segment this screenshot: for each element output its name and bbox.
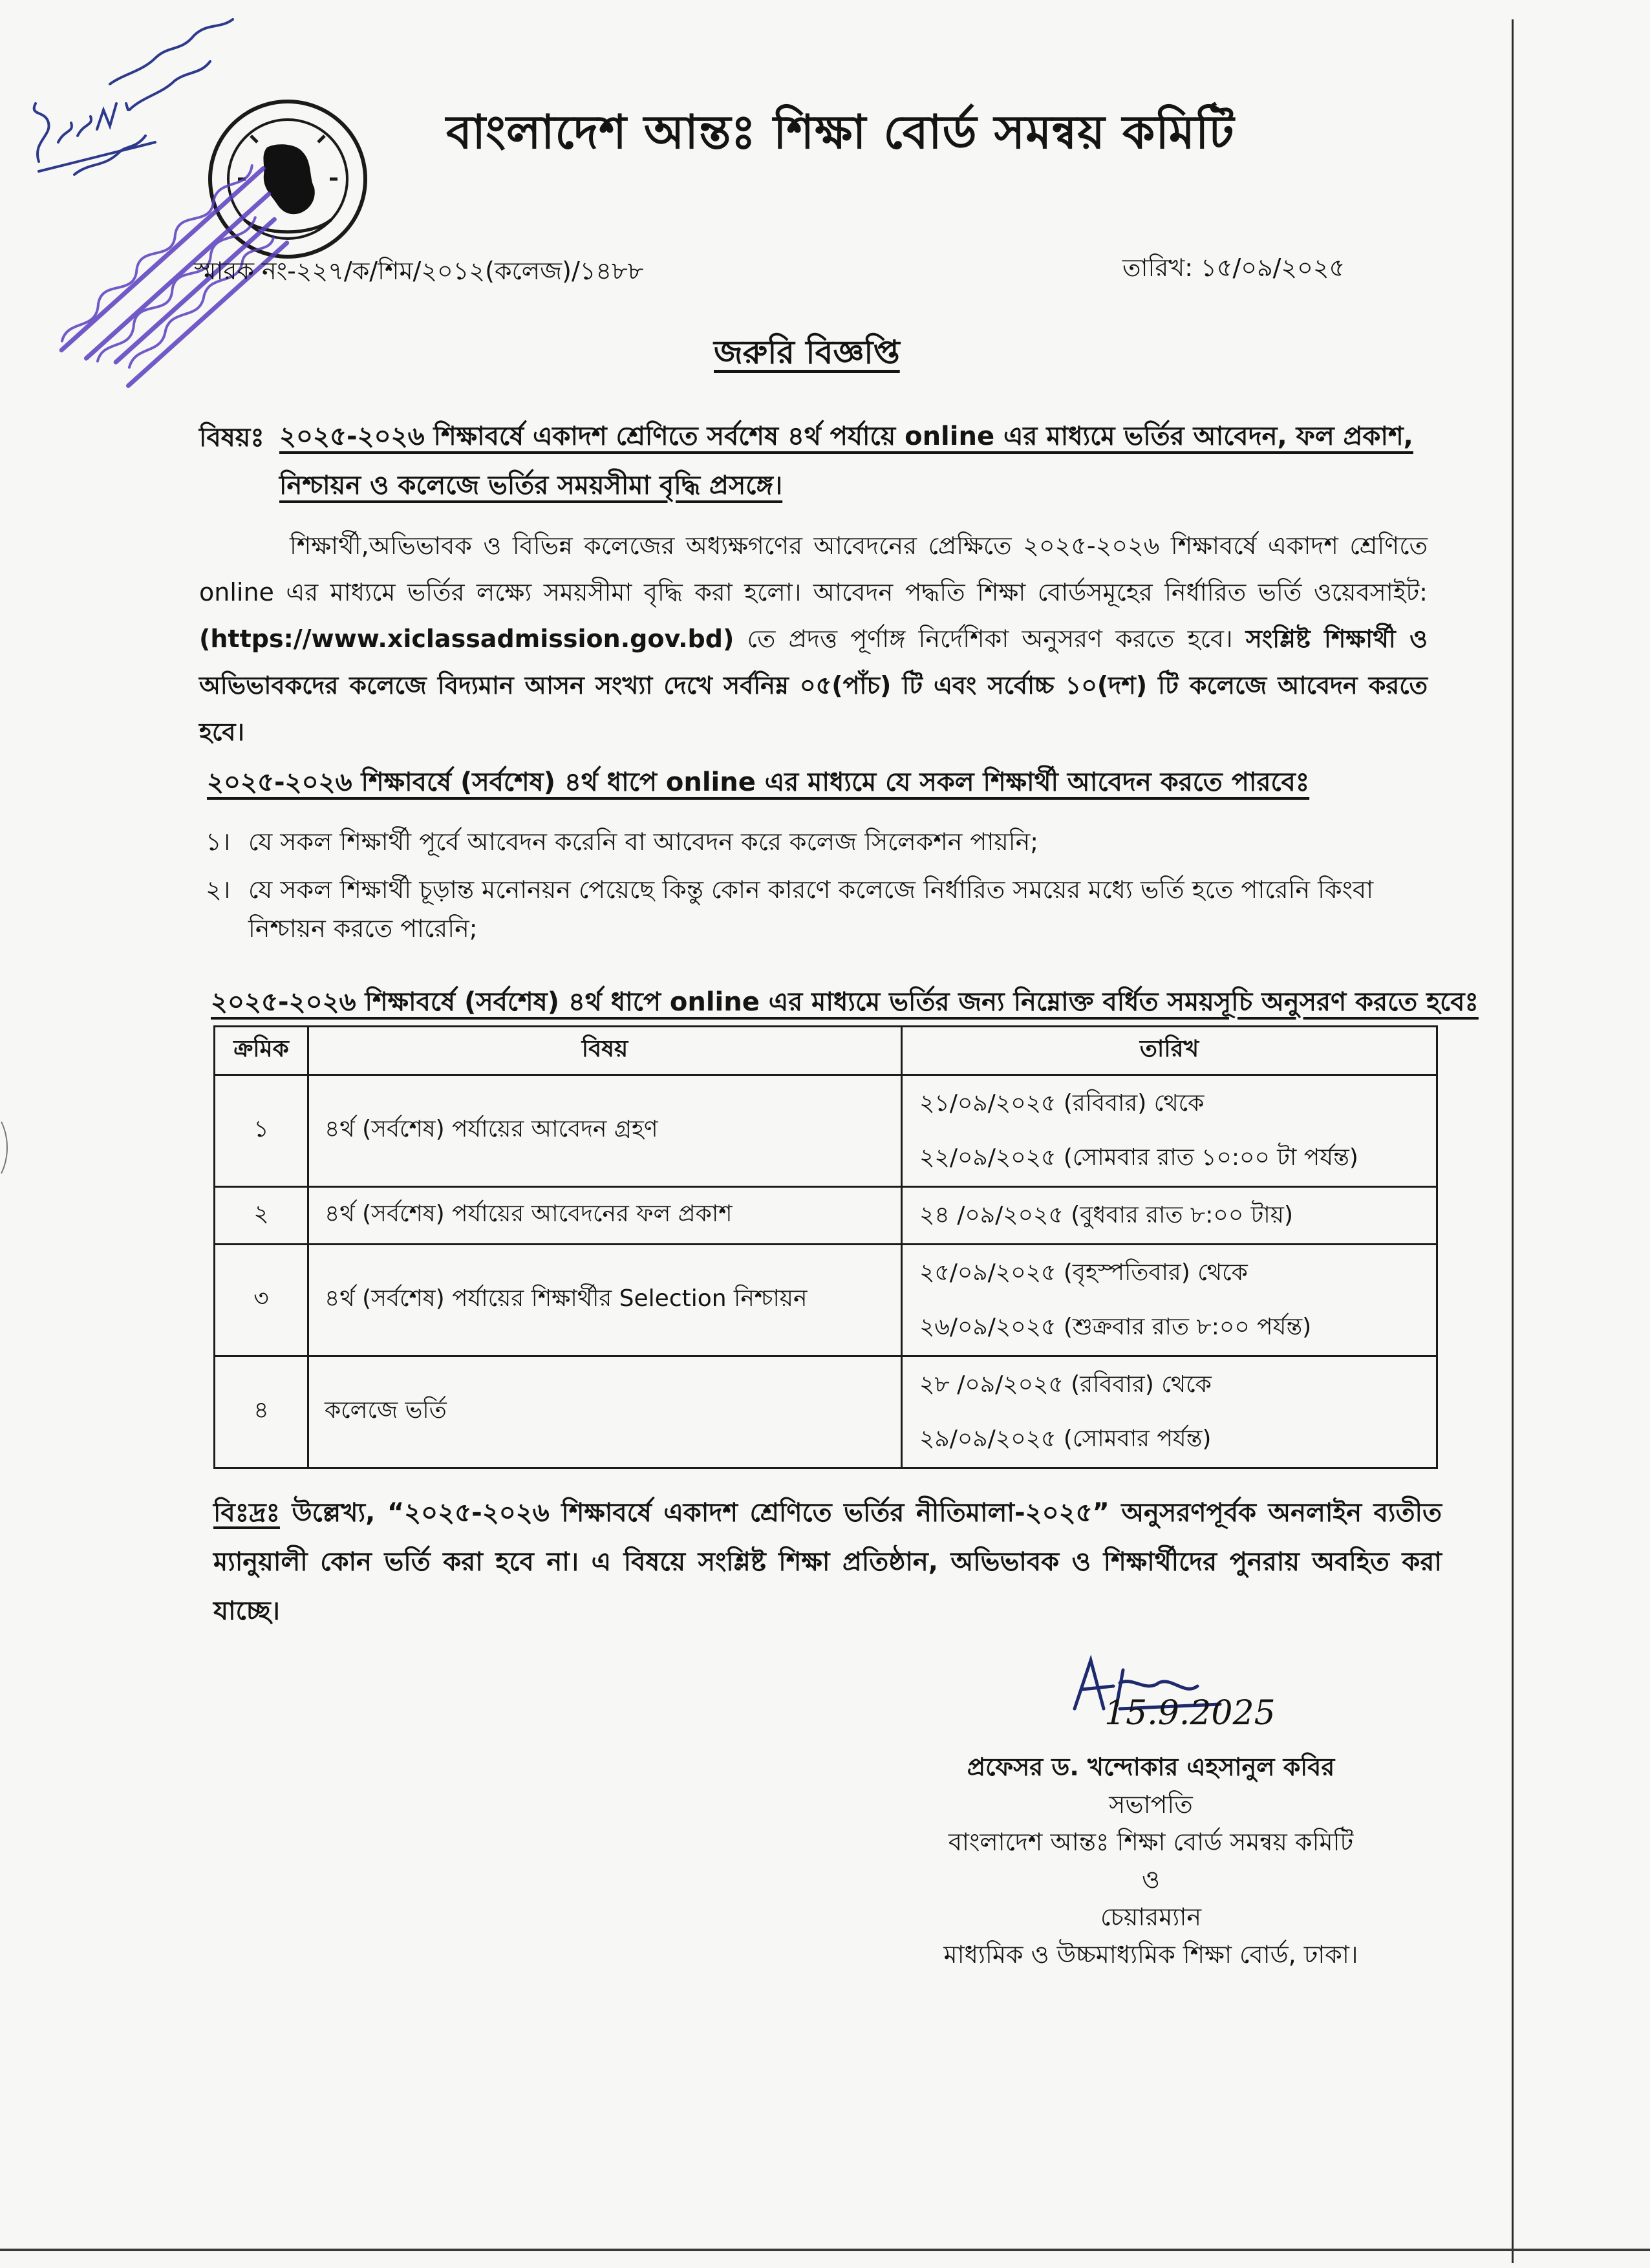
signatory-block <box>899 1748 1403 1973</box>
row-date-cell <box>902 1245 1437 1356</box>
memo-number: স্মারক নং-২২৭/ক/শিম/২০১২(কলেজ)/১৪৮৮ <box>194 257 644 285</box>
eligibility-list <box>206 822 1447 957</box>
row-date-end: ২৯/০৯/২০২৫ (সোমবার পর্যন্ত) <box>919 1426 1212 1452</box>
table-header-row <box>215 1027 1437 1075</box>
row-date-start: ২৮ /০৯/২০২৫ (রবিবার) থেকে <box>919 1371 1212 1398</box>
list-item-number: ১। <box>206 828 231 856</box>
row-date-cell <box>902 1356 1437 1468</box>
list-item-text: যে সকল শিক্ষার্থী পূর্বে আবেদন করেনি বা আবেদন করে কলেজ সিলেকশন পায়নি; <box>248 828 1039 856</box>
list-item <box>206 870 1447 948</box>
table-row <box>215 1187 1437 1245</box>
signatory-board: মাধ্যমিক ও উচ্চমাধ্যমিক শিক্ষা বোর্ড, ঢাকা। <box>943 1940 1358 1969</box>
row-date-start: ২৪ /০৯/২০২৫ (বুধবার রাত ৮:০০ টায়) <box>919 1202 1293 1228</box>
eligibility-heading: ২০২৫-২০২৬ শিক্ষাবর্ষে (সর্বশেষ) ৪র্থ ধাপে online এর মাধ্যমে যে সকল শিক্ষার্থী আবেদন করতে পারবেঃ <box>207 767 1310 797</box>
nb-text: উল্লেখ্য, “২০২৫-২০২৬ শিক্ষাবর্ষে একাদশ শ্রেণিতে ভর্তির নীতিমালা-২০২৫” অনুসরণপূর্বক অনলাইন ব্যতীত ম্যানুয়ালী কোন ভর্তি করা হবে না। এ বিষয়ে সংশ্লিষ্ট শিক্ষা প্রতিষ্ঠান, অভিভাবক ও শিক্ষার্থীদের পুনরায় অবহিত করা যাচ্ছে। <box>213 1498 1442 1626</box>
paragraph-part-1: শিক্ষার্থী,অভিভাবক ও বিভিন্ন কলেজের অধ্যক্ষগণের আবেদনের প্রেক্ষিতে ২০২৫-২০২৬ শিক্ষাবর্ষে একাদশ শ্রেণিতে online এর মাধ্যমে ভর্তির লক্ষ্যে সময়সীমা বৃদ্ধি করা হলো। আবেদন পদ্ধতি শিক্ষা বোর্ডসমূহের নির্ধারিত ভর্তি ওয়েবসাইট: <box>199 531 1428 606</box>
list-item-number: ২। <box>206 875 231 904</box>
schedule-table <box>213 1025 1438 1469</box>
scan-edge-line <box>1512 19 1514 2263</box>
row-serial: ১ <box>215 1075 308 1187</box>
table-row <box>215 1356 1437 1468</box>
row-date-cell <box>902 1075 1437 1187</box>
row-date-cell <box>902 1187 1437 1245</box>
issue-date: তারিখ: ১৫/০৯/২০২৫ <box>1122 253 1345 282</box>
signatory-name: প্রফেসর ড. খন্দোকার এহসানুল কবির <box>967 1753 1335 1781</box>
signatory-title-2: চেয়ারম্যান <box>1100 1903 1202 1931</box>
paragraph-part-3: সংশ্লিষ্ট শিক্ষার্থী ও অভিভাবকদের কলেজে বিদ্যমান আসন সংখ্যা দেখে সর্বনিম্ন ০৫(পাঁচ) টি এবং সর্বোচ্চ ১০(দশ) টি কলেজে আবেদন করতে হবে। <box>199 625 1428 746</box>
signature-date: 15.9.2025 <box>1104 1694 1276 1733</box>
subject-label: বিষয়ঃ <box>199 423 264 453</box>
table-row <box>215 1075 1437 1187</box>
row-subject: কলেজে ভর্তি <box>308 1356 902 1468</box>
row-subject: ৪র্থ (সর্বশেষ) পর্যায়ের শিক্ষার্থীর Selection নিশ্চায়ন <box>308 1245 902 1356</box>
row-date-start: ২১/০৯/২০২৫ (রবিবার) থেকে <box>919 1090 1205 1117</box>
row-serial: ৪ <box>215 1356 308 1468</box>
schedule-heading: ২০২৫-২০২৬ শিক্ষাবর্ষে (সর্বশেষ) ৪র্থ ধাপে online এর মাধ্যমে ভর্তির জন্য নিম্নোক্ত বর্ধিত সময়সূচি অনুসরণ করতে হবেঃ <box>211 987 1479 1017</box>
row-subject: ৪র্থ (সর্বশেষ) পর্যায়ের আবেদনের ফল প্রকাশ <box>308 1187 902 1245</box>
committee-title: বাংলাদেশ আন্তঃ শিক্ষা বোর্ড সমন্বয় কমিটি <box>446 105 1235 159</box>
column-header-subject: বিষয় <box>308 1027 902 1075</box>
admission-website-link[interactable]: (https://www.xiclassadmission.gov.bd) <box>199 625 734 653</box>
signatory-committee: বাংলাদেশ আন্তঃ শিক্ষা বোর্ড সমন্বয় কমিটি <box>948 1828 1354 1856</box>
list-item <box>206 822 1447 861</box>
body-paragraph <box>199 522 1428 755</box>
row-date-start: ২৫/০৯/২০২৫ (বৃহস্পতিবার) থেকে <box>919 1259 1248 1286</box>
nb-label: বিঃদ্রঃ <box>213 1498 280 1528</box>
column-header-date: তারিখ <box>902 1027 1437 1075</box>
nb-note <box>213 1488 1442 1636</box>
notice-heading: জরুরি বিজ্ঞপ্তি <box>714 334 900 371</box>
signatory-title-1: সভাপতি <box>1109 1790 1193 1819</box>
row-date-end: ২২/০৯/২০২৫ (সোমবার রাত ১০:০০ টা পর্যন্ত) <box>919 1144 1358 1171</box>
paragraph-part-2: তে প্রদত্ত পূর্ণাঙ্গ নির্দেশিকা অনুসরণ করতে হবে। <box>747 625 1233 653</box>
row-serial: ৩ <box>215 1245 308 1356</box>
row-date-end: ২৬/০৯/২০২৫ (শুক্রবার রাত ৮:০০ পর্যন্ত) <box>919 1314 1312 1340</box>
scan-bottom-edge <box>0 2249 1650 2251</box>
row-subject: ৪র্থ (সর্বশেষ) পর্যায়ের আবেদন গ্রহণ <box>308 1075 902 1187</box>
signatory-conjunction: ও <box>1142 1865 1160 1894</box>
row-serial: ২ <box>215 1187 308 1245</box>
subject-text: ২০২৫-২০২৬ শিক্ষাবর্ষে একাদশ শ্রেণিতে সর্বশেষ ৪র্থ পর্যায়ে online এর মাধ্যমে ভর্তির আবেদন, ফল প্রকাশ, নিশ্চায়ন ও কলেজে ভর্তির সময়সীমা বৃদ্ধি প্রসঙ্গে। <box>279 422 1413 500</box>
table-row <box>215 1245 1437 1356</box>
scan-margin-mark <box>0 1118 13 1177</box>
column-header-serial: ক্রমিক <box>215 1027 308 1075</box>
list-item-text: যে সকল শিক্ষার্থী চূড়ান্ত মনোনয়ন পেয়েছে কিন্তু কোন কারণে কলেজে নির্ধারিত সময়ের মধ্যে ভর্তি হতে পারেনি কিংবা নিশ্চায়ন করতে পারেনি; <box>248 875 1374 943</box>
